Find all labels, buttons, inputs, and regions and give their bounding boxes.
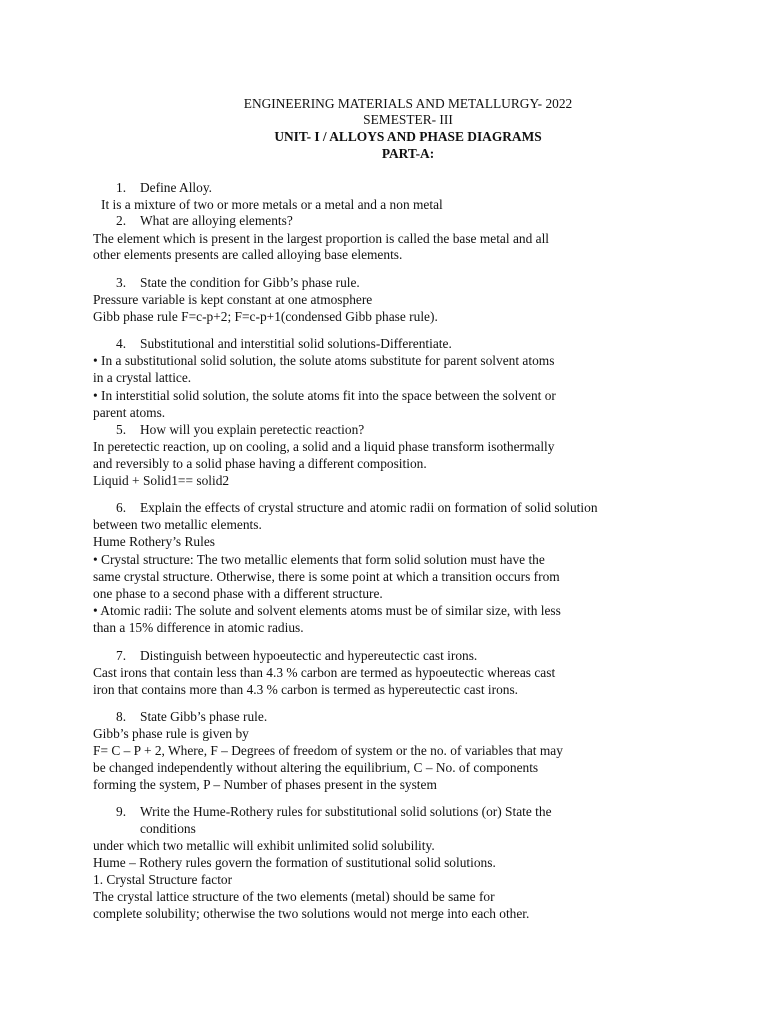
answer-line: F= C – P + 2, Where, F – Degrees of freedom of system or the no. of variables that may <box>93 743 563 758</box>
answer-line: be changed independently without altering the equilibrium, C – No. of components <box>93 760 539 775</box>
answer-line: Cast irons that contain less than 4.3 % carbon are termed as hypoeutectic whereas cast <box>93 665 556 680</box>
part-title: PART-A: <box>381 146 435 161</box>
question-text: Distinguish between hypoeutectic and hypereutectic cast irons. <box>140 648 478 663</box>
question-text: State Gibb’s phase rule. <box>140 709 268 724</box>
course-title: ENGINEERING MATERIALS AND METALLURGY- 2022 <box>243 96 573 111</box>
question-number: 8. <box>116 709 127 724</box>
answer-line: • In a substitutional solid solution, the solute atoms substitute for parent solvent atoms <box>93 353 555 368</box>
answer-line: in a crystal lattice. <box>93 370 192 385</box>
answer-line: forming the system, P – Number of phases present in the system <box>93 777 437 792</box>
answer-line: iron that contains more than 4.3 % carbon is termed as hypereutectic cast irons. <box>93 682 519 697</box>
answer-line: The crystal lattice structure of the two elements (metal) should be same for <box>93 889 495 904</box>
answer-line: one phase to a second phase with a different structure. <box>93 586 383 601</box>
question-text: Write the Hume-Rothery rules for substitutional solid solutions (or) State the <box>140 804 552 819</box>
answer-line: Pressure variable is kept constant at one atmosphere <box>93 292 373 307</box>
answer-line: than a 15% difference in atomic radius. <box>93 620 304 635</box>
answer-line: • Crystal structure: The two metallic elements that form solid solution must have the <box>93 552 545 567</box>
answer-line: Gibb’s phase rule is given by <box>93 726 249 741</box>
answer-line: parent atoms. <box>93 405 166 420</box>
question-number: 6. <box>116 500 127 515</box>
answer-line: In peretectic reaction, up on cooling, a solid and a liquid phase transform isothermally <box>93 439 555 454</box>
answer-line: The element which is present in the largest proportion is called the base metal and all <box>93 231 550 246</box>
answer-line: Hume Rothery’s Rules <box>93 534 215 549</box>
question-number: 7. <box>116 648 127 663</box>
answer-line: 1. Crystal Structure factor <box>93 872 233 887</box>
answer-line: same crystal structure. Otherwise, there is some point at which a transition occurs from <box>93 569 560 584</box>
question-number: 9. <box>116 804 127 819</box>
question-text: Explain the effects of crystal structure and atomic radii on formation of solid solution <box>140 500 598 515</box>
semester-title: SEMESTER- III <box>363 112 453 127</box>
answer-line: Gibb phase rule F=c-p+2; F=c-p+1(condensed Gibb phase rule). <box>93 309 438 324</box>
answer-line: under which two metallic will exhibit unlimited solid solubility. <box>93 838 435 853</box>
unit-title: UNIT- I / ALLOYS AND PHASE DIAGRAMS <box>274 129 542 144</box>
answer-line: complete solubility; otherwise the two solutions would not merge into each other. <box>93 906 530 921</box>
answer-line: and reversibly to a solid phase having a different composition. <box>93 456 427 471</box>
answer-line: other elements presents are called alloying base elements. <box>93 247 403 262</box>
question-number: 1. <box>116 180 127 195</box>
answer-line: It is a mixture of two or more metals or a metal and a non metal <box>101 197 443 212</box>
question-number: 2. <box>116 213 127 228</box>
question-text: How will you explain peretectic reaction? <box>140 422 365 437</box>
question-text-continued: conditions <box>140 821 196 836</box>
question-text: Define Alloy. <box>140 180 213 195</box>
answer-line: between two metallic elements. <box>93 517 262 532</box>
answer-line: • In interstitial solid solution, the solute atoms fit into the space between the solvent or <box>93 388 556 403</box>
question-text: What are alloying elements? <box>140 213 293 228</box>
answer-line: • Atomic radii: The solute and solvent elements atoms must be of similar size, with less <box>93 603 561 618</box>
question-number: 4. <box>116 336 127 351</box>
answer-line: Hume – Rothery rules govern the formation of sustitutional solid solutions. <box>93 855 496 870</box>
answer-line: Liquid + Solid1== solid2 <box>93 473 230 488</box>
question-text: Substitutional and interstitial solid solutions-Differentiate. <box>140 336 452 351</box>
question-number: 3. <box>116 275 127 290</box>
question-text: State the condition for Gibb’s phase rule. <box>140 275 360 290</box>
question-number: 5. <box>116 422 127 437</box>
